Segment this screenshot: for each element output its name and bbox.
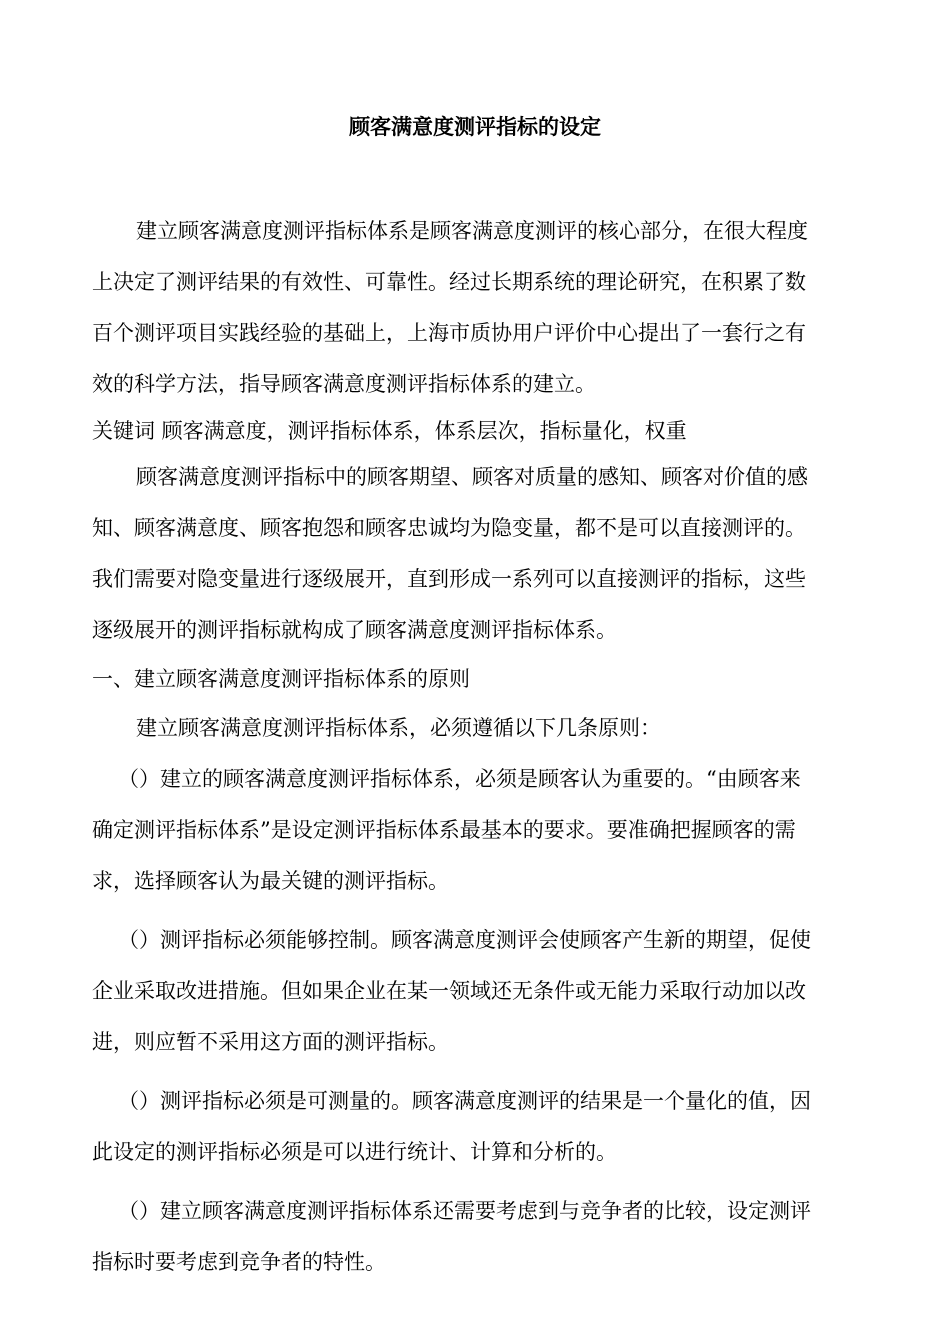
principle-line: （）建立的顾客满意度测评指标体系，必须是顾客认为重要的。“由顾客来 — [118, 767, 801, 791]
principle-line: 进，则应暂不采用这方面的测评指标。 — [92, 1030, 449, 1054]
principle-line: 指标时要考虑到竞争者的特性。 — [92, 1250, 386, 1274]
section-intro: 建立顾客满意度测评指标体系，必须遵循以下几条原则： — [136, 716, 661, 740]
paragraph-line: 顾客满意度测评指标中的顾客期望、顾客对质量的感知、顾客对价值的感 — [136, 465, 808, 489]
paragraph-line: 我们需要对隐变量进行逐级展开，直到形成一系列可以直接测评的指标，这些 — [92, 567, 806, 591]
principle-line: 求，选择顾客认为最关键的测评指标。 — [92, 869, 449, 893]
paragraph-line: 知、顾客满意度、顾客抱怨和顾客忠诚均为隐变量，都不是可以直接测评的。 — [92, 516, 806, 540]
principle-line: 企业采取改进措施。但如果企业在某一领域还无条件或无能力采取行动加以改 — [92, 979, 806, 1003]
principle-line: 确定测评指标体系”是设定测评指标体系最基本的要求。要准确把握顾客的需 — [92, 818, 796, 842]
intro-line: 百个测评项目实践经验的基础上，上海市质协用户评价中心提出了一套行之有 — [92, 321, 806, 345]
principle-item — [92, 1186, 860, 1288]
document-body — [92, 206, 860, 1288]
principle-item — [92, 1076, 860, 1178]
intro-line: 建立顾客满意度测评指标体系是顾客满意度测评的核心部分，在很大程度 — [136, 219, 808, 243]
paragraph-line: 逐级展开的测评指标就构成了顾客满意度测评指标体系。 — [92, 618, 617, 642]
principle-item — [92, 915, 860, 1068]
principle-line: （）测评指标必须能够控制。顾客满意度测评会使顾客产生新的期望，促使 — [118, 928, 811, 952]
hidden-variables-paragraph — [92, 452, 860, 656]
section-heading: 一、建立顾客满意度测评指标体系的原则 — [92, 667, 470, 691]
intro-line: 上决定了测评结果的有效性、可靠性。经过长期系统的理论研究，在积累了数 — [92, 270, 806, 294]
principle-item — [92, 754, 860, 907]
intro-line: 效的科学方法，指导顾客满意度测评指标体系的建立。 — [92, 372, 596, 396]
principle-line: 此设定的测评指标必须是可以进行统计、计算和分析的。 — [92, 1140, 617, 1164]
principle-line: （）建立顾客满意度测评指标体系还需要考虑到与竞争者的比较，设定测评 — [118, 1199, 811, 1223]
principle-line: （）测评指标必须是可测量的。顾客满意度测评的结果是一个量化的值，因 — [118, 1089, 811, 1113]
document-title: 顾客满意度测评指标的设定 — [349, 115, 601, 139]
intro-paragraph — [92, 206, 860, 410]
keywords-line: 关键词 顾客满意度，测评指标体系，体系层次，指标量化，权重 — [92, 419, 687, 443]
